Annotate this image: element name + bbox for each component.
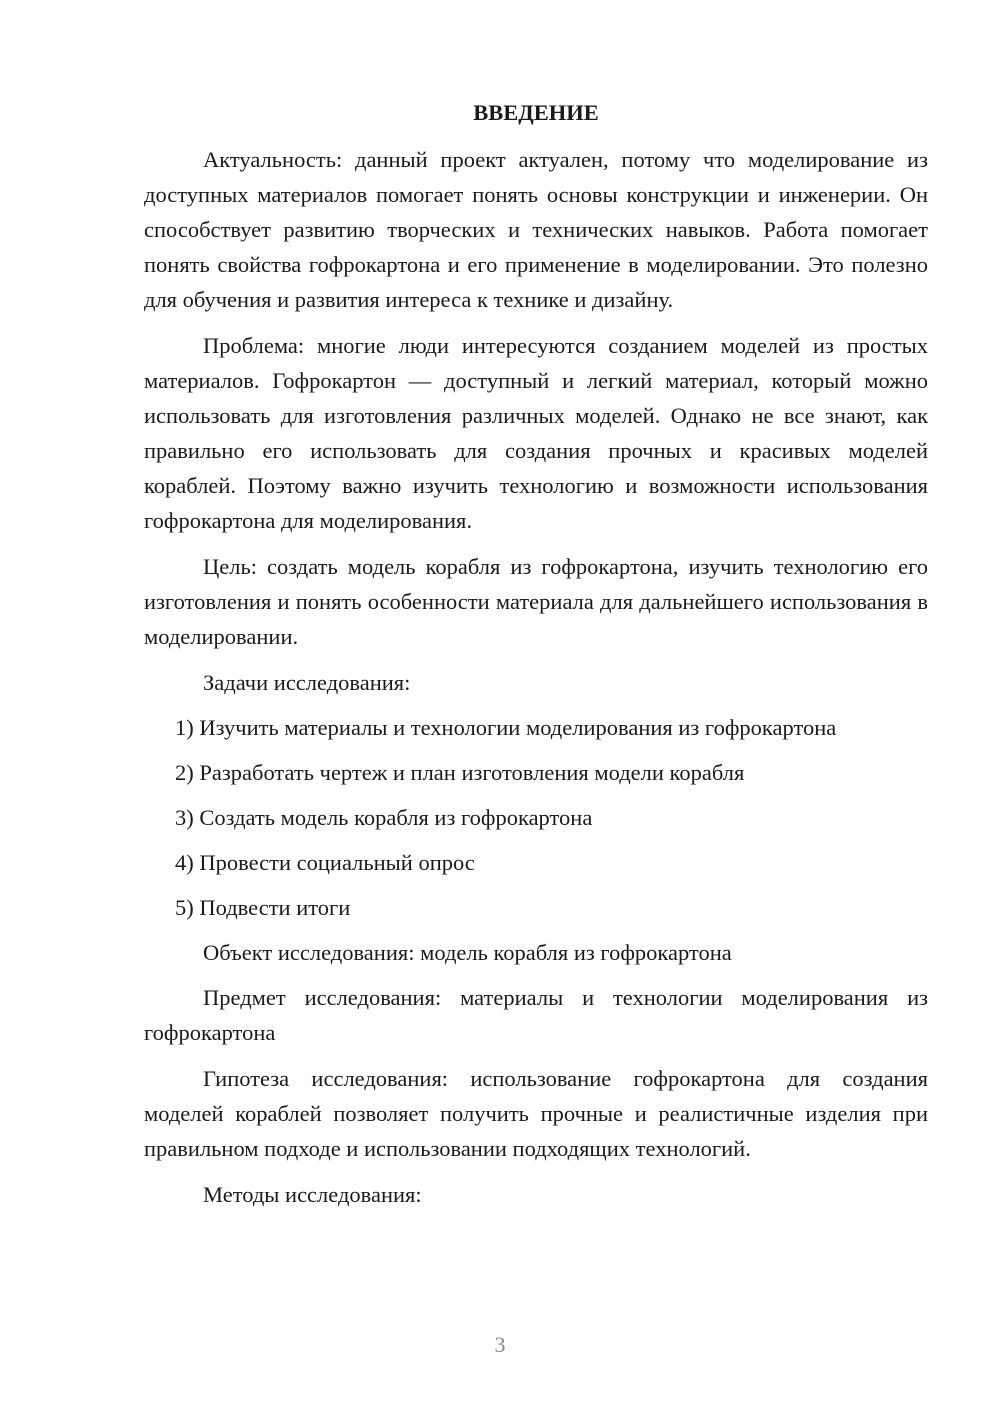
- page-content: [144, 95, 928, 1222]
- subject-paragraph: Предмет исследования: материалы и технологии моделирования из гофрокартона: [144, 985, 928, 1045]
- list-item: 4) Провести социальный опрос: [175, 850, 475, 875]
- list-item: 5) Подвести итоги: [175, 895, 351, 920]
- list-item: 1) Изучить материалы и технологии моделирования из гофрокартона: [175, 715, 837, 740]
- object-paragraph: Объект исследования: модель корабля из гофрокартона: [203, 940, 732, 965]
- list-item: 2) Разработать чертеж и план изготовления модели корабля: [175, 760, 745, 785]
- problem-paragraph: Проблема: многие люди интересуются созданием моделей из простых материалов. Гофрокартон — доступный и легкий материал, который можно использовать для изготовления различных моделей. Однако не все знают, как правильно его использовать для создания прочных и красивых моделей кораблей. Поэтому важно изучить технологию и возможности использования гофрокартона для моделирования.: [144, 333, 928, 533]
- page-number: 3: [494, 1332, 506, 1357]
- section-title: ВВЕДЕНИЕ: [473, 100, 599, 125]
- hypothesis-paragraph: Гипотеза исследования: использование гофрокартона для создания моделей кораблей позволяет получить прочные и реалистичные изделия при правильном подходе и использовании подходящих технологий.: [144, 1066, 928, 1161]
- tasks-list: [144, 710, 928, 925]
- relevance-paragraph: Актуальность: данный проект актуален, потому что моделирование из доступных материалов помогает понять основы конструкции и инженерии. Он способствует развитию творческих и технических навыков. Работа помогает понять свойства гофрокартона и его применение в моделировании. Это полезно для обучения и развития интереса к технике и дизайну.: [144, 147, 928, 312]
- goal-paragraph: Цель: создать модель корабля из гофрокартона, изучить технологию его изготовления и понять особенности материала для дальнейшего использования в моделировании.: [144, 554, 928, 649]
- methods-heading: Методы исследования:: [203, 1182, 422, 1207]
- tasks-heading: Задачи исследования:: [203, 670, 411, 695]
- list-item: 3) Создать модель корабля из гофрокартона: [175, 805, 593, 830]
